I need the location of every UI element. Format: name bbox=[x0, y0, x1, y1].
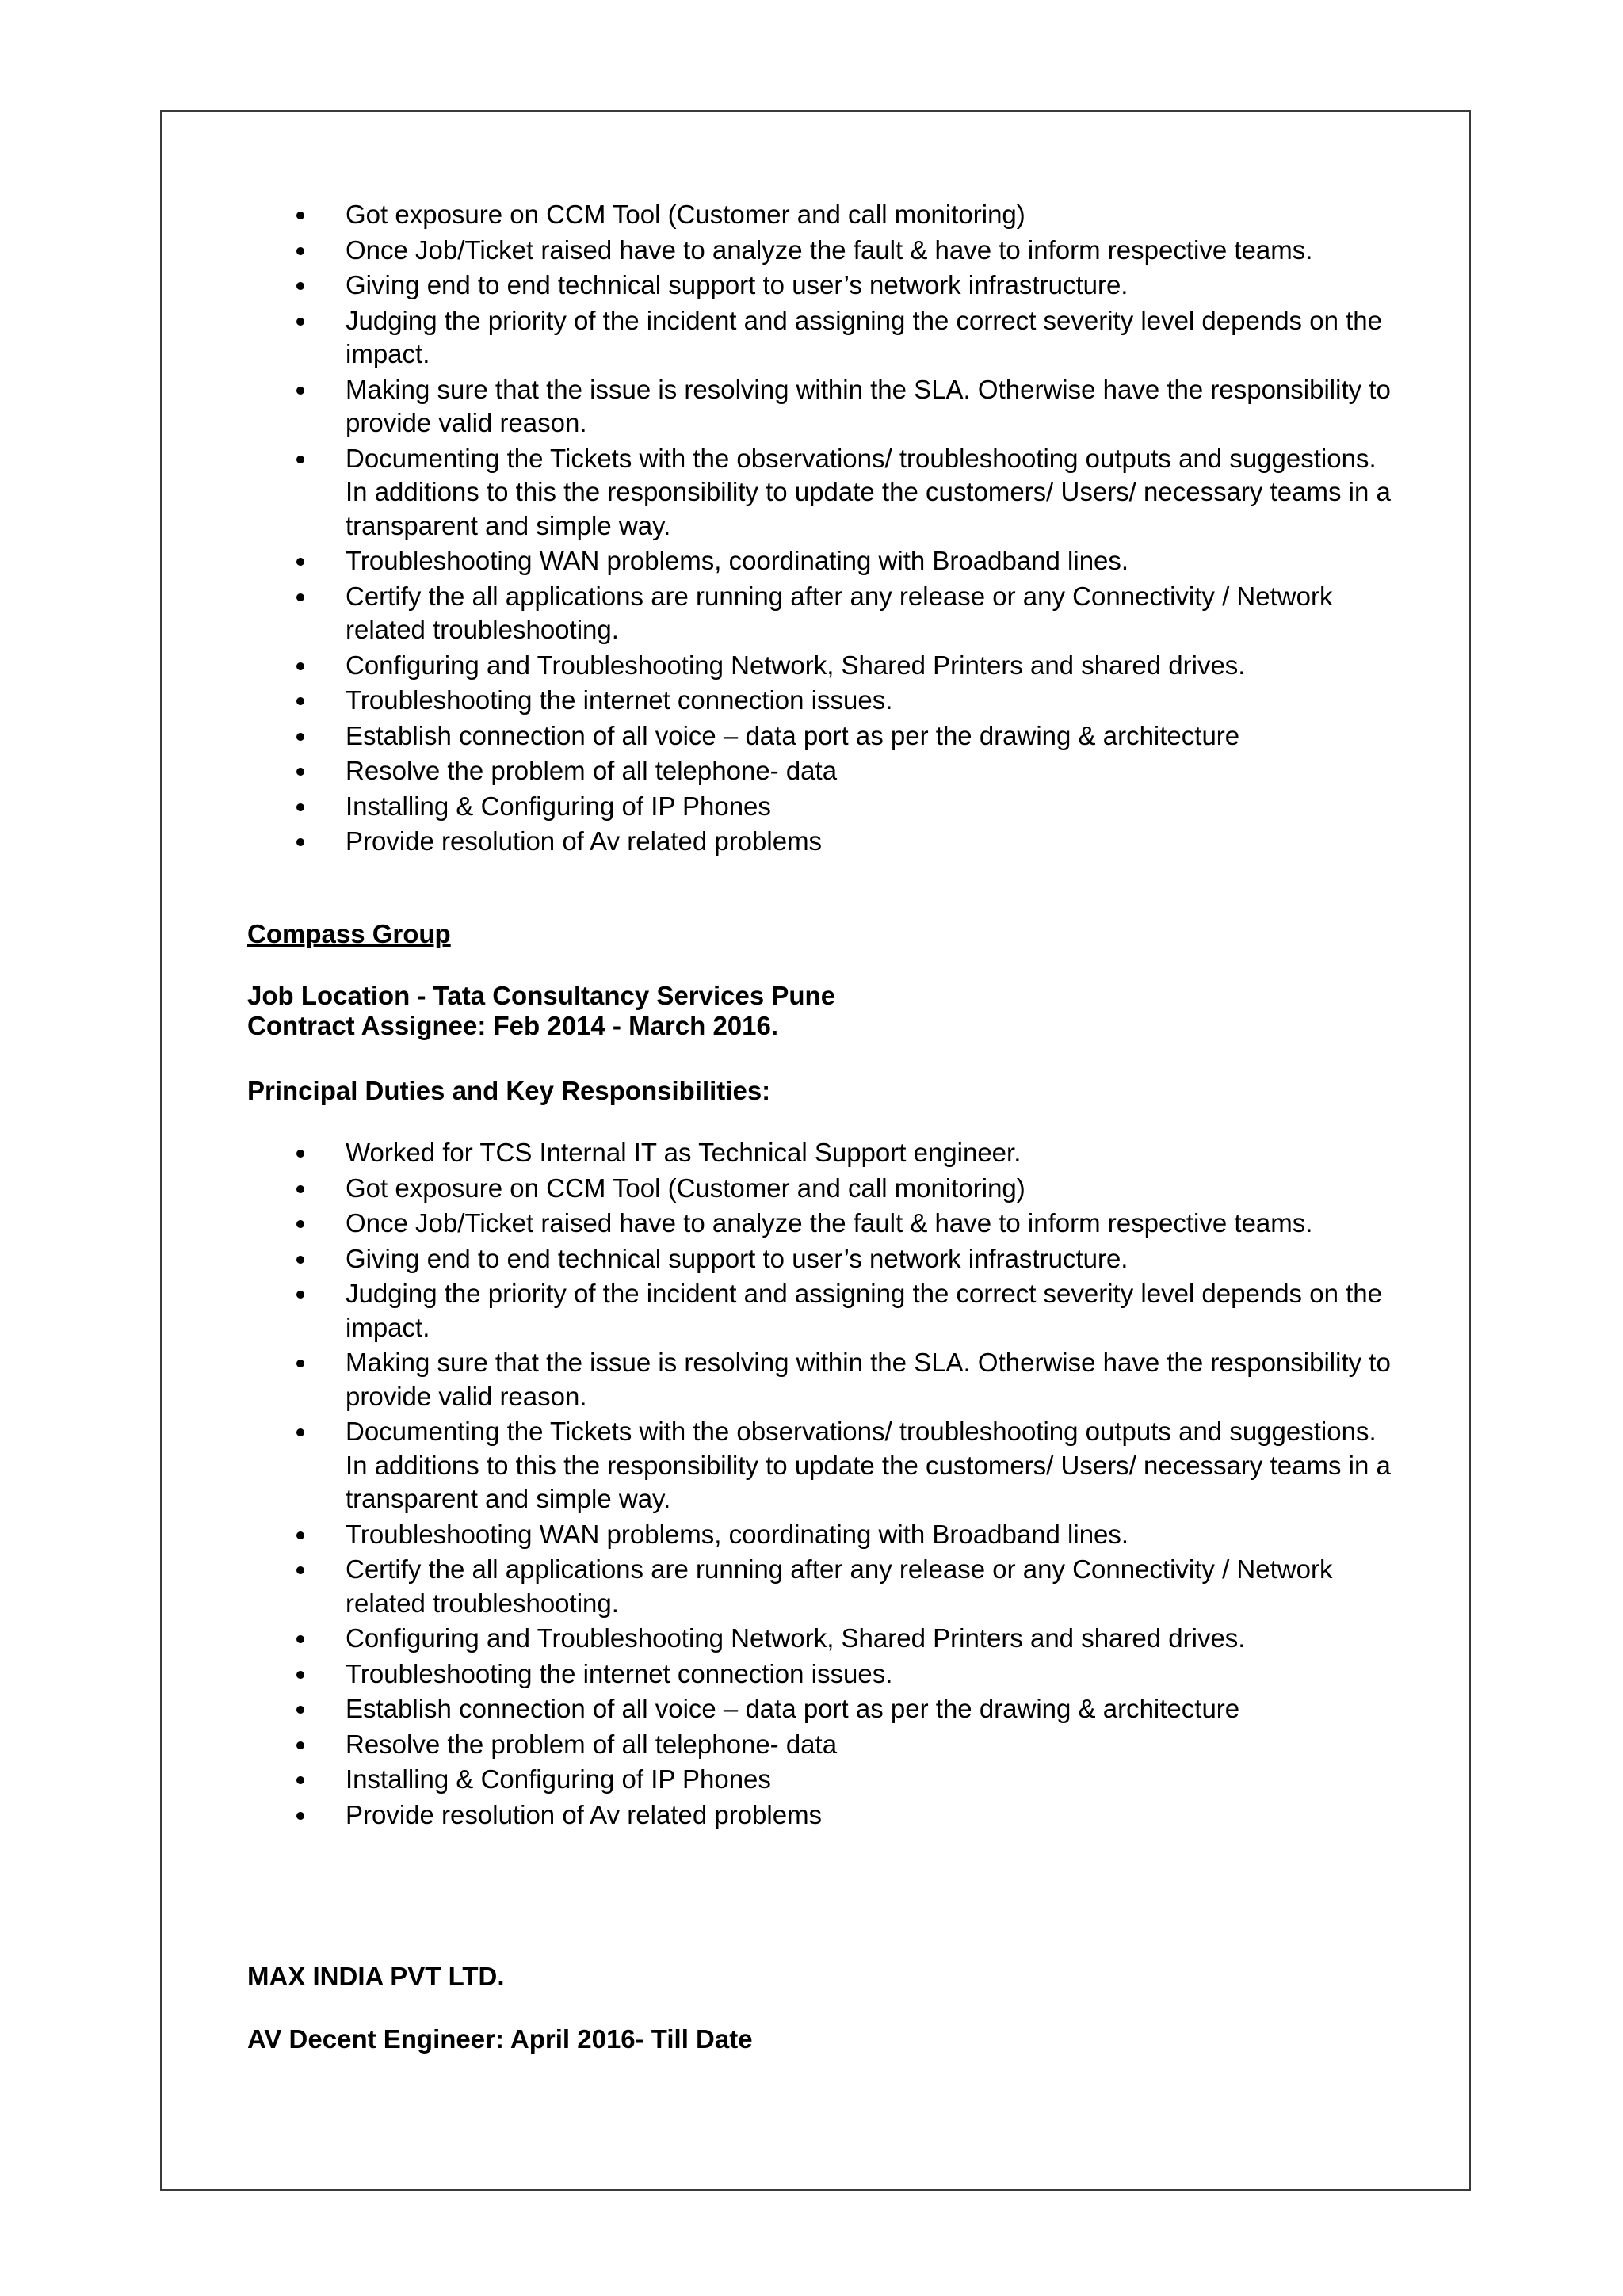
responsibilities-list-previous bbox=[247, 198, 1404, 860]
bullet-icon bbox=[296, 733, 304, 741]
list-item bbox=[247, 684, 1404, 718]
list-item bbox=[247, 1277, 1404, 1344]
list-item bbox=[247, 1242, 1404, 1276]
bullet-icon bbox=[296, 1776, 304, 1784]
list-item bbox=[247, 1798, 1404, 1833]
list-item-text: Establish connection of all voice – data port as per the drawing & architecture bbox=[346, 720, 1240, 750]
list-item-text: Judging the priority of the incident and assigning the correct severity level depends on the impact. bbox=[346, 305, 1382, 368]
list-item-text: Worked for TCS Internal IT as Technical Support engineer. bbox=[346, 1138, 1022, 1167]
company-name-max-india: MAX INDIA PVT LTD. bbox=[247, 1962, 505, 1991]
list-item-text: Installing & Configuring of IP Phones bbox=[346, 1764, 771, 1794]
list-item-text: Provide resolution of Av related problems bbox=[346, 1799, 823, 1829]
list-item-text: Installing & Configuring of IP Phones bbox=[346, 791, 771, 821]
list-item-text: Troubleshooting the internet connection issues. bbox=[346, 1658, 893, 1688]
list-item-text: Once Job/Ticket raised have to analyze the fault & have to inform respective teams. bbox=[346, 235, 1313, 265]
list-item-text: Troubleshooting the internet connection issues. bbox=[346, 685, 893, 715]
list-item bbox=[247, 234, 1404, 268]
list-item bbox=[247, 1207, 1404, 1241]
list-item bbox=[247, 1518, 1404, 1552]
list-item-text: Troubleshooting WAN problems, coordinating with Broadband lines. bbox=[346, 546, 1129, 575]
list-item-text: Configuring and Troubleshooting Network, Shared Printers and shared drives. bbox=[346, 1623, 1246, 1653]
bullet-icon bbox=[296, 1256, 304, 1264]
job-location: Job Location - Tata Consultancy Services Pune bbox=[247, 981, 836, 1010]
bullet-icon bbox=[296, 768, 304, 776]
list-item-text: Certify the all applications are running after any release or any Connectivity / Network related troubleshooting. bbox=[346, 581, 1333, 644]
bullet-icon bbox=[296, 1566, 304, 1574]
bullet-icon bbox=[296, 318, 304, 326]
bullet-icon bbox=[296, 803, 304, 811]
list-item-text: Establish connection of all voice – data port as per the drawing & architecture bbox=[346, 1694, 1240, 1723]
list-item bbox=[247, 1553, 1404, 1620]
bullet-icon bbox=[296, 838, 304, 846]
list-item bbox=[247, 1763, 1404, 1797]
bullet-icon bbox=[296, 1360, 304, 1367]
bullet-icon bbox=[296, 1531, 304, 1539]
list-item bbox=[247, 1657, 1404, 1691]
responsibilities-list-compass bbox=[247, 1136, 1404, 1833]
list-item-text: Documenting the Tickets with the observations/ troubleshooting outputs and suggestions. In additions to this the responsibility to update the customers/ Users/ necessary teams in a transparent and simple way. bbox=[346, 443, 1391, 540]
list-item bbox=[247, 198, 1404, 232]
list-item-text: Once Job/Ticket raised have to analyze the fault & have to inform respective teams. bbox=[346, 1208, 1313, 1238]
bullet-icon bbox=[296, 282, 304, 290]
bullet-icon bbox=[296, 558, 304, 566]
contract-period: Contract Assignee: Feb 2014 - March 2016. bbox=[247, 1011, 779, 1040]
list-item bbox=[247, 1172, 1404, 1206]
bullet-icon bbox=[296, 1671, 304, 1679]
list-item bbox=[247, 1346, 1404, 1413]
list-item bbox=[247, 1622, 1404, 1656]
list-item-text: Provide resolution of Av related problems bbox=[346, 826, 823, 856]
duties-heading: Principal Duties and Key Responsibilities: bbox=[247, 1076, 771, 1105]
list-item-text: Judging the priority of the incident and assigning the correct severity level depends on the impact. bbox=[346, 1279, 1382, 1342]
bullet-icon bbox=[296, 1635, 304, 1643]
list-item-text: Got exposure on CCM Tool (Customer and call monitoring) bbox=[346, 200, 1025, 229]
list-item-text: Making sure that the issue is resolving within the SLA. Otherwise have the responsibility to provide valid reason. bbox=[346, 374, 1391, 437]
list-item-text: Configuring and Troubleshooting Network, Shared Printers and shared drives. bbox=[346, 650, 1246, 680]
list-item-text: Documenting the Tickets with the observations/ troubleshooting outputs and suggestions. In additions to this the responsibility to update the customers/ Users/ necessary teams in a transparent and simple way. bbox=[346, 1417, 1391, 1513]
list-item-text: Giving end to end technical support to user’s network infrastructure. bbox=[346, 1243, 1128, 1273]
bullet-icon bbox=[296, 1812, 304, 1820]
company-name-compass: Compass Group bbox=[247, 919, 451, 948]
list-item bbox=[247, 544, 1404, 578]
bullet-icon bbox=[296, 212, 304, 219]
list-item bbox=[247, 825, 1404, 859]
list-item-text: Troubleshooting WAN problems, coordinating with Broadband lines. bbox=[346, 1519, 1129, 1549]
bullet-icon bbox=[296, 456, 304, 463]
bullet-icon bbox=[296, 593, 304, 601]
bullet-icon bbox=[296, 1185, 304, 1193]
list-item bbox=[247, 269, 1404, 303]
list-item bbox=[247, 790, 1404, 824]
list-item-text: Got exposure on CCM Tool (Customer and call monitoring) bbox=[346, 1173, 1025, 1203]
list-item bbox=[247, 719, 1404, 753]
list-item-text: Giving end to end technical support to user’s network infrastructure. bbox=[346, 270, 1128, 299]
list-item-text: Making sure that the issue is resolving within the SLA. Otherwise have the responsibility to provide valid reason. bbox=[346, 1348, 1391, 1411]
bullet-icon bbox=[296, 247, 304, 255]
list-item bbox=[247, 442, 1404, 543]
bullet-icon bbox=[296, 697, 304, 705]
list-item bbox=[247, 304, 1404, 372]
bullet-icon bbox=[296, 387, 304, 395]
bullet-icon bbox=[296, 1741, 304, 1749]
bullet-icon bbox=[296, 662, 304, 670]
list-item bbox=[247, 1136, 1404, 1170]
bullet-icon bbox=[296, 1706, 304, 1714]
list-item-text: Certify the all applications are running after any release or any Connectivity / Network related troubleshooting. bbox=[346, 1554, 1333, 1618]
bullet-icon bbox=[296, 1428, 304, 1436]
list-item bbox=[247, 1728, 1404, 1762]
list-item bbox=[247, 649, 1404, 683]
bullet-icon bbox=[296, 1150, 304, 1158]
position-title: AV Decent Engineer: April 2016- Till Date bbox=[247, 2024, 753, 2054]
list-item bbox=[247, 754, 1404, 788]
list-item-text: Resolve the problem of all telephone- data bbox=[346, 756, 838, 785]
list-item bbox=[247, 373, 1404, 441]
list-item bbox=[247, 580, 1404, 647]
list-item bbox=[247, 1415, 1404, 1516]
list-item-text: Resolve the problem of all telephone- data bbox=[346, 1729, 838, 1759]
list-item bbox=[247, 1692, 1404, 1726]
bullet-icon bbox=[296, 1291, 304, 1299]
bullet-icon bbox=[296, 1220, 304, 1228]
